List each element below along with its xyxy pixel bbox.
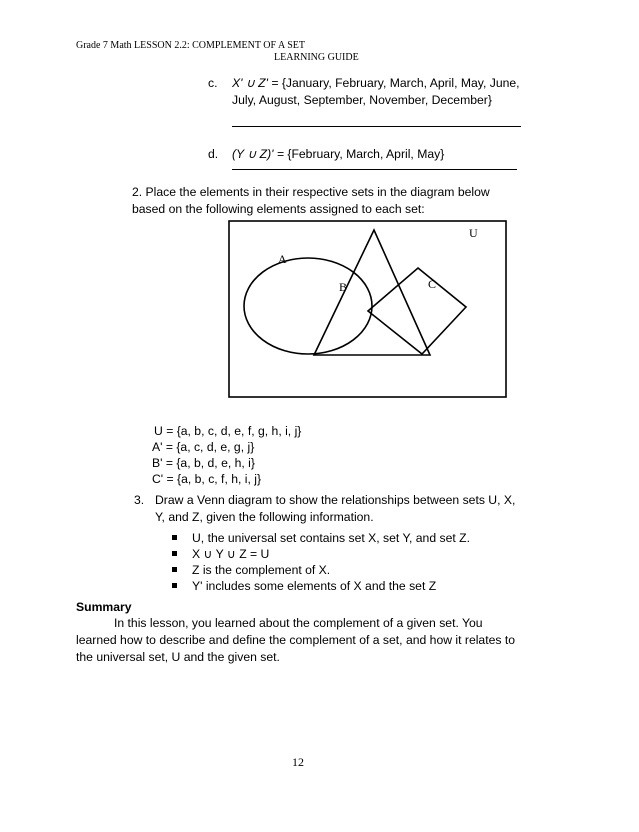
bullet-item: Y' includes some elements of X and the set Z xyxy=(172,578,470,594)
bullet-item: Z is the complement of X. xyxy=(172,562,470,578)
answer-line-d xyxy=(232,169,517,170)
set-c-complement: C' = {a, b, c, f, h, i, j} xyxy=(152,472,262,486)
question-3-number: 3. xyxy=(134,493,145,507)
bullet-item: X ∪ Y ∪ Z = U xyxy=(172,546,470,562)
set-a-label: A xyxy=(278,252,287,266)
bullet-item: U, the universal set contains set X, set Y, and set Z. xyxy=(172,530,470,546)
item-d-set: {February, March, April, May} xyxy=(287,147,445,161)
square-bullet-icon xyxy=(172,583,177,588)
set-definitions xyxy=(152,423,301,487)
summary-heading: Summary xyxy=(76,600,132,614)
venn-diagram xyxy=(228,218,508,398)
summary-body xyxy=(76,615,526,666)
answer-line-c xyxy=(232,126,521,127)
item-d-expression: (Y ∪ Z)' = xyxy=(232,147,288,161)
question-2-text: 2. Place the elements in their respective sets in the diagram below based on the following elements assigned to each set: xyxy=(132,185,490,216)
item-c-label: c. xyxy=(208,76,218,90)
item-d-answer xyxy=(232,146,444,163)
set-u-label: U xyxy=(469,226,478,240)
set-b-complement: B' = {a, b, d, e, h, i} xyxy=(152,456,255,470)
question-3-bullets xyxy=(172,530,470,594)
header-title: Grade 7 Math LESSON 2.2: COMPLEMENT OF A SET xyxy=(76,40,305,51)
square-bullet-icon xyxy=(172,567,177,572)
square-bullet-icon xyxy=(172,551,177,556)
square-bullet-icon xyxy=(172,535,177,540)
set-u-definition: U = {a, b, c, d, e, f, g, h, i, j} xyxy=(154,424,302,438)
set-a-complement: A' = {a, c, d, e, g, j} xyxy=(152,440,255,454)
item-d-label: d. xyxy=(208,147,219,161)
set-b-label: B xyxy=(339,280,348,294)
page-number: 12 xyxy=(292,755,304,769)
header-subtitle: LEARNING GUIDE xyxy=(274,52,359,63)
set-c-label: C xyxy=(428,277,437,291)
summary-paragraph: In this lesson, you learned about the complement of a given set. You learned how to describe and define the complement of a set, and how it relates to the universal set, U and the given set. xyxy=(76,616,516,664)
item-c-expression: X' ∪ Z' = xyxy=(232,76,282,90)
item-c-set: {January, February, March, April, May, June, July, August, September, November, December} xyxy=(232,76,520,107)
item-c-answer xyxy=(232,75,532,109)
question-3-text: Draw a Venn diagram to show the relationships between sets U, X, Y, and Z, given the following information. xyxy=(155,493,516,524)
